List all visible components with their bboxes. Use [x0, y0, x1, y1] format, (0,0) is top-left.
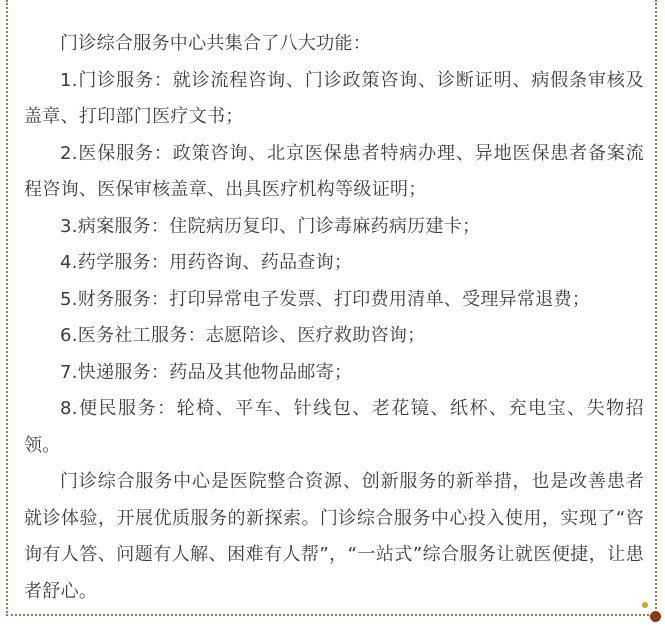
function-item-pharmacy: 4.药学服务：用药咨询、药品查询；: [60, 252, 353, 273]
function-item-convenience: 8.便民服务：轮椅、平车、针线包、老花镜、纸杯、充电宝、失物招领。: [24, 398, 644, 456]
summary-paragraph: 门诊综合服务中心是医院整合资源、创新服务的新举措，也是改善患者就诊体验，开展优质服务的新探索。门诊综合服务中心投入使用，实现了“咨询有人答、问题有人解、困难有人帮”，“一站式”综合服务让就医便捷，让患者舒心。: [24, 471, 644, 602]
article-body: [24, 26, 644, 610]
function-item-express: 7.快递服务：药品及其他物品邮寄；: [60, 361, 353, 383]
function-item-medical-records: 3.病案服务：住院病历复印、门诊毒麻药病历建卡；: [60, 215, 481, 237]
function-item-outpatient: 1.门诊服务：就诊流程咨询、门诊政策咨询、诊断证明、病假条审核及盖章、打印部门医疗文书；: [24, 69, 644, 127]
function-item-finance: 5.财务服务：打印异常电子发票、打印费用清单、受理异常退费；: [60, 288, 591, 310]
function-item-medical-insurance: 2.医保服务：政策咨询、北京医保患者特病办理、异地医保患者备案流程咨询、医保审核盖章、出具医疗机构等级证明；: [24, 142, 644, 200]
decorative-dot-large: [650, 611, 661, 622]
intro-paragraph: 门诊综合服务中心共集合了八大功能：: [60, 33, 372, 54]
function-item-social-work: 6.医务社工服务：志愿陪诊、医疗救助咨询；: [60, 325, 426, 346]
decorative-dot-small: [642, 602, 648, 608]
